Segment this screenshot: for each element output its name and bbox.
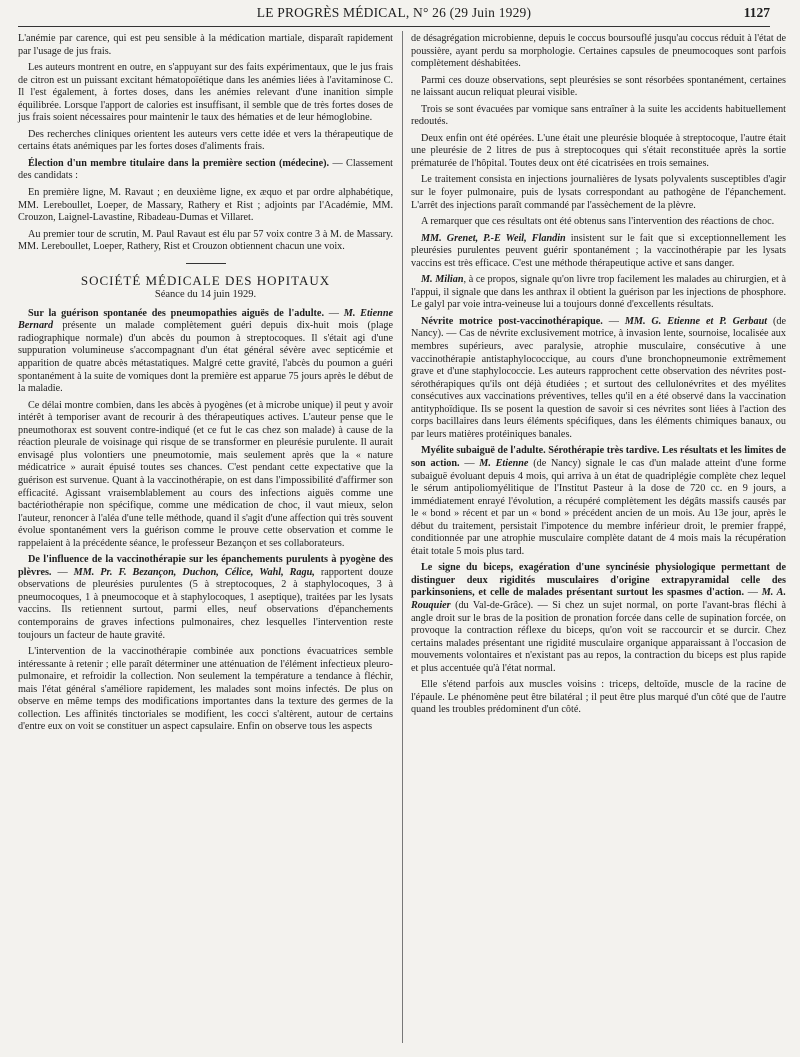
- communication-milian: [411, 274, 786, 312]
- communication-text: , à ce propos, signale qu'on livre trop facilement les malades au chirurgien, et à l'appui, il signale que dans les anthrax il obtient la guérison par les injections de phosphore. Le galyl par voie intra-veineuse lui a toujours donné d'excellents résultats.: [411, 274, 786, 311]
- communication-title: Névrite motrice post-vaccinothérapique.: [421, 315, 603, 327]
- communication-text: rapportent douze observations de pleurésies purulentes (5 à streptocoques, 2 à staphylocoques, 3 à pneumocoques, 1 à pneumocoque et à staphylocoques, 1 aseptique), traitées par les lysats vaccins. Ils retiennent surtout, parmi elles, neuf observations d'épanchements contemporains de graves infections pulmonaires, chez lesquelles l'intervention reste toujours un facteur de haute gravité.: [18, 566, 394, 641]
- left-column: [18, 33, 393, 738]
- communication-title: Sur la guérison spontanée des pneumopathies aiguës de l'adulte.: [28, 307, 324, 319]
- paragraph: L'intervention de la vaccinothérapie combinée aux ponctions évacuatrices semble intéressante à retenir ; elle paraît déterminer une atténuation de l'élément infectieux pleuro-pulmonaire, et refroidir la collection. Non seulement la température a tendance à fléchir, mais l'état général s'améliore rapidement, les malades sont moins infectés. De plus on observe en même temps des modifications importantes dans la texture des germes de la collection. Les affinités tinctoriales se modifient, les cocci s'altèrent, autour de certains d'entre eux on voit se constituer un aspect capsulaire. Enfin on observe tous les aspects: [18, 646, 393, 733]
- paragraph: Ce délai montre combien, dans les abcès à pyogènes (et à microbe unique) il peut y avoir intérêt à temporiser avant de recourir à des thérapeutiques actives. L'auteur pense que le pneumothorax est souvent contre-indiqué (et ce fut le cas chez son malade) à cause de la réaction pleurale de voisinage qui risque de se transformer en pleurésie purulente. Il aurait envisagé plus volontiers une pneumotomie, mais seulement après que la « nature médicatrice » aurait épuisé toutes ses chances. C'est pendant cette expectative que la guérison est survenue. Quant à la vaccinothérapie, on est dans l'impossibilité d'affirmer son efficacité. Agissant vraisemblablement au cours des infections aiguës comme une bactériothérapie non spécifique, comme une médication de choc, il vaut mieux, selon l'auteur, renoncer à l'aléa d'une telle méthode, quand il s'agit d'une affection qui très souvent évolue spontanément vers la guérison comme le prouve cette observation et comme le rappelaient à la précédente séance, le professeur Bezançon et ses collaborateurs.: [18, 399, 393, 549]
- communication-myelite: Myélite subaiguë de l'adulte. Sérothérapie très tardive. Les résultats et les limites de son action. — M. Etienne (de Nancy) signale le cas d'un malade atteint d'une forme subaiguë évoluant depuis 4 mois, qui arriva à un état de quadriplégie complète chez lequel le sérum antipoliomyélitique de l'Institut Pasteur à la dose de 720 cc. en 9 jours, a immédiatement enrayé l'évolution, a récupéré complètement les dégâts massifs causés par le « bond » récent et par un « bond » précédent ancien de un mois. Au 13e jour, après le début du traitement, persistait l'impotence du membre inférieur droit, le premier frappé, conditionnée par une atrophie musculaire complète datant de 4 mois mais la récupération était totale 5 mois plus tard.: [411, 445, 787, 557]
- communication-biceps: Le signe du biceps, exagération d'une syncinésie physiologique permettant de distinguer deux rigidités musculaires d'origine extrapyramidal celle des parkinsoniens, et celle de malades présentant surtout les spasmes d'action. — M. A. Rouquier (du Val-de-Grâce). — Si chez un sujet normal, on porte l'avant-bras fléchi à angle droit sur le bras de la position de pronation forcée dans celle de supination forcée, on provoque la contraction réflexe du biceps, qu'on voit se raccourcir et se durcir. Chez certains malades présentant une rigidité musculaire organique apparaissant à l'occasion de mouvements volontaires et n'existant pas au repos, la contraction du biceps est plus rapide et plus accentuée qu'à l'état normal.: [411, 562, 787, 674]
- paragraph: Deux enfin ont été opérées. L'une était une pleurésie bloquée à streptocoque, l'autre était une pleurésie de 2 litres de pus à streptocoques qui s'était reconstituée après la sortie prématurée de l'hôpital. Toutes deux ont été cicatrisées en trois semaines.: [411, 132, 786, 169]
- election-heading: [18, 158, 393, 183]
- election-list: En première ligne, M. Ravaut ; en deuxième ligne, ex æquo et par ordre alphabétique, MM. Lereboullet, Loeper, de Massary, Rathery et Rist ; adjoints par l'Académie, MM. Crouzon, Laignel-Lavastine, Ribadeau-Dumas et Villaret.: [18, 187, 393, 224]
- communication-grenet: [411, 233, 786, 271]
- paragraph: Les auteurs montrent en outre, en s'appuyant sur des faits expérimentaux, que le jus frais de citron est un puissant excitant hématopoïétique dans les anémies liées à l'avitaminose C. Il l'est également, à fortes doses, dans les anémies relevant d'une inanition simple équilibrée. Lorsque l'apport de calories est insuffisant, il semble que de très fortes doses de jus frais soient nécessaires pour maintenir le taux des hématies et de leur hémoglobine.: [18, 62, 393, 124]
- journal-title: LE PROGRÈS MÉDICAL, N° 26 (29 Juin 1929): [256, 5, 532, 20]
- communication-title: Myélite subaiguë de l'adulte. Sérothérapie très tardive. Les résultats et les limites de son action.: [411, 445, 786, 469]
- communication-text: (du Val-de-Grâce). — Si chez un sujet normal, on porte l'avant-bras fléchi à angle droit sur le bras de la position de pronation forcée dans celle de supination forcée, on provoque la contraction réflexe du biceps, qu'on voit se raccourcir et se durcir. Chez certains malades présentant une rigidité musculaire organique apparaissant à l'occasion de mouvements volontaires et n'existant pas au repos, la contraction du biceps est plus rapide et plus accentuée qu'à l'état normal.: [411, 599, 786, 674]
- communication-influence: De l'influence de la vaccinothérapie sur les épanchements purulents à pyogène des plèvres. — MM. Pr. F. Bezançon, Duchon, Célice, Wahl, Ragu, rapportent douze observations de pleurésies purulentes (5 à streptocoques, 2 à staphylocoques, 3 à pneumocoques, 1 à pneumocoque et à staphylocoques, 1 aseptique), traitées par les lysats vaccins. Ils retiennent surtout, parmi elles, neuf observations d'épanchements contemporains de graves infections pulmonaires, chez lesquelles l'intervention reste toujours un facteur de haute gravité.: [18, 554, 394, 641]
- communication-text: présente un malade complètement guéri depuis dix-huit mois (plage radiographique normale) d'un abcès du poumon à streptocoques. Il s'était agi d'une suppuration volumineuse s'accompagnant d'un état général sévère avec septicémie et apparition de quatre abcès métastatiques. Malgré cette gravité, l'abcès du poumon a guéri spontanément à la suite de vomiques dont la première est apparue 75 jours après le début de la maladie.: [18, 320, 393, 395]
- communication-title: Le signe du biceps, exagération d'une syncinésie physiologique permettant de distinguer deux rigidités musculaires d'origine extrapyramidal celle des parkinsoniens, et celle de malades présentant surtout les spasmes d'action.: [411, 562, 786, 599]
- header-rule: [18, 26, 770, 27]
- section-separator: [186, 263, 226, 264]
- paragraph: Elle s'étend parfois aux muscles voisins : triceps, deltoïde, muscle de la racine de l'épaule. Le phénomène peut être bilatéral ; il peut être plus marqué d'un côté que de l'autre quand les troubles prédominent d'un côté.: [411, 679, 786, 716]
- page-number: 1127: [743, 5, 770, 20]
- paragraph: Des recherches cliniques orientent les auteurs vers cette idée et vers la thérapeutique de certains états anémiques par les fortes doses d'aliments frais.: [18, 128, 393, 153]
- society-heading: SOCIÉTÉ MÉDICALE DES HOPITAUX: [80, 272, 331, 288]
- communication-text: insistent sur le fait que si exceptionnellement les pleurésies purulentes peuvent guérir spontanément ; la vaccinothérapie par les lysats vaccins est très efficace. C'est une méthode thérapeutique active et sans danger.: [411, 232, 786, 269]
- communication-author: MM. Grenet, P.-E Weil, Flandin: [421, 232, 566, 244]
- communication-author: M. Etienne: [479, 457, 529, 469]
- communication-title: De l'influence de la vaccinothérapie sur les épanchements purulents à pyogène des plèvres.: [18, 554, 393, 578]
- paragraph: Le traitement consista en injections journalières de lysats polyvalents susceptibles d'agir sur le foyer pulmonaire, puis de lysats correspondant au pathogène de l'épanchement. L'arrêt des injections paraît commandé par l'assèchement de la plèvre.: [411, 174, 786, 211]
- communication-author: MM. Pr. F. Bezançon, Duchon, Célice, Wahl, Ragu,: [73, 566, 315, 578]
- communication-author: M. A. Rouquier: [411, 587, 787, 611]
- communication-author: M. Etienne Bernard: [18, 307, 394, 332]
- paragraph: de désagrégation microbienne, depuis le coccus boursouflé jusqu'au coccus réduit à l'état de poussière, ayant perdu sa morphologie. Certaines capsules de pneumocoques sont parfois complètement déshabitées.: [411, 33, 786, 70]
- paragraph: A remarquer que ces résultats ont été obtenus sans l'intervention des réactions de choc.: [421, 216, 775, 228]
- seance-date: Séance du 14 juin 1929.: [154, 289, 257, 301]
- communication-author: M. Milian: [421, 274, 464, 286]
- right-column: [411, 33, 786, 721]
- paragraph: Parmi ces douze observations, sept pleurésies se sont résorbées spontanément, certaines ne laissant aucun reliquat pleurai visible.: [411, 74, 786, 99]
- communication-text: (de Nancy) signale le cas d'un malade atteint d'une forme subaiguë évoluant depuis 4 mois, qui arriva à un état de quadriplégie complète chez lequel le sérum antipoliomyélitique de l'Institut Pasteur à la dose de 720 cc. en 9 jours, a immédiatement enrayé l'évolution, a récupéré complètement les dégâts massifs causés par le « bond » récent et par un « bond » précédent ancien de un mois. Au 13e jour, après le début du traitement, persistait l'impotence du membre inférieur droit, le premier frappé, conditionnée par une atrophie musculaire complète datant de 4 mois mais la récupération était totale 5 mois plus tard.: [411, 457, 787, 557]
- paragraph: Trois se sont évacuées par vomique sans entraîner à la suite les accidents habituellement redoutés.: [411, 103, 786, 128]
- communication-author: MM. G. Etienne et P. Gerbaut: [624, 315, 768, 327]
- election-subtitle: — Classement des candidats :: [18, 157, 393, 182]
- paragraph: L'anémie par carence, qui est peu sensible à la médication martiale, disparaît rapidement par l'usage de jus frais.: [18, 33, 393, 57]
- communication-guerison: Sur la guérison spontanée des pneumopathies aiguës de l'adulte. — M. Etienne Bernard présente un malade complètement guéri depuis dix-huit mois (plage radiographique normale) d'un abcès du poumon à streptocoques. Il s'était agi d'une suppuration volumineuse s'accompagnant d'un état général sévère avec septicémie et apparition de quatre abcès métastatiques. Malgré cette gravité, l'abcès du poumon a guéri spontanément à la suite de vomiques dont la première est apparue 75 jours après le début de la maladie.: [18, 307, 394, 395]
- running-header: [18, 4, 770, 26]
- column-divider: [402, 31, 403, 1043]
- election-result: Au premier tour de scrutin, M. Paul Ravaut est élu par 57 voix contre 3 à M. de Massary. MM. Lereboullet, Loeper, Rathery, Rist et Crouzon obtiennent chacun une voix.: [18, 228, 393, 253]
- election-title: Élection d'un membre titulaire dans la première section (médecine).: [28, 157, 330, 169]
- communication-nevrite: Névrite motrice post-vaccinothérapique. — MM. G. Etienne et P. Gerbaut (de Nancy). — Cas de névrite exclusivement motrice, à invasion lente, sournoise, localisée aux membres supérieurs, avec paralysie, atrophie musculaire, consécutive à une vaccinothérapie antistaphylococcique, au cours d'une bronchopneumonie extrêmement grave et d'une staphylococcie. Les auteurs rapprochent cette observation des névrites post-sérothérapiques qu'ils ont déjà étudiées ; et surtout des cellulonévrites et des myélites consécutives aux vaccinations préventives, telles qu'il en a été observé dans la vaccination antityphoïdique. Ils se posent la question de savoir si ces névrites sont liées à l'action des corps bacillaires dans leurs éléments spécifiques, dans les éléments chimiques banaux, ou par leurs matières protéiniques banales.: [411, 315, 787, 440]
- communication-text: (de Nancy). — Cas de névrite exclusivement motrice, à invasion lente, sournoise, localisée aux membres supérieurs, avec paralysie, atrophie musculaire, consécutive à une vaccinothérapie antistaphylococcique, au cours d'une bronchopneumonie extrêmement grave et d'une staphylococcie. Les auteurs rapprochent cette observation des névrites post-sérothérapiques qu'ils ont déjà étudiées ; et surtout des cellulonévrites et des myélites consécutives aux vaccinations préventives, telles qu'il en a été observé dans la vaccination antityphoïdique. Ils se posent la question de savoir si ces névrites sont liées à l'action des corps bacillaires dans leurs éléments spécifiques, dans les éléments chimiques banaux, ou par leurs matières protéiniques banales.: [411, 315, 787, 440]
